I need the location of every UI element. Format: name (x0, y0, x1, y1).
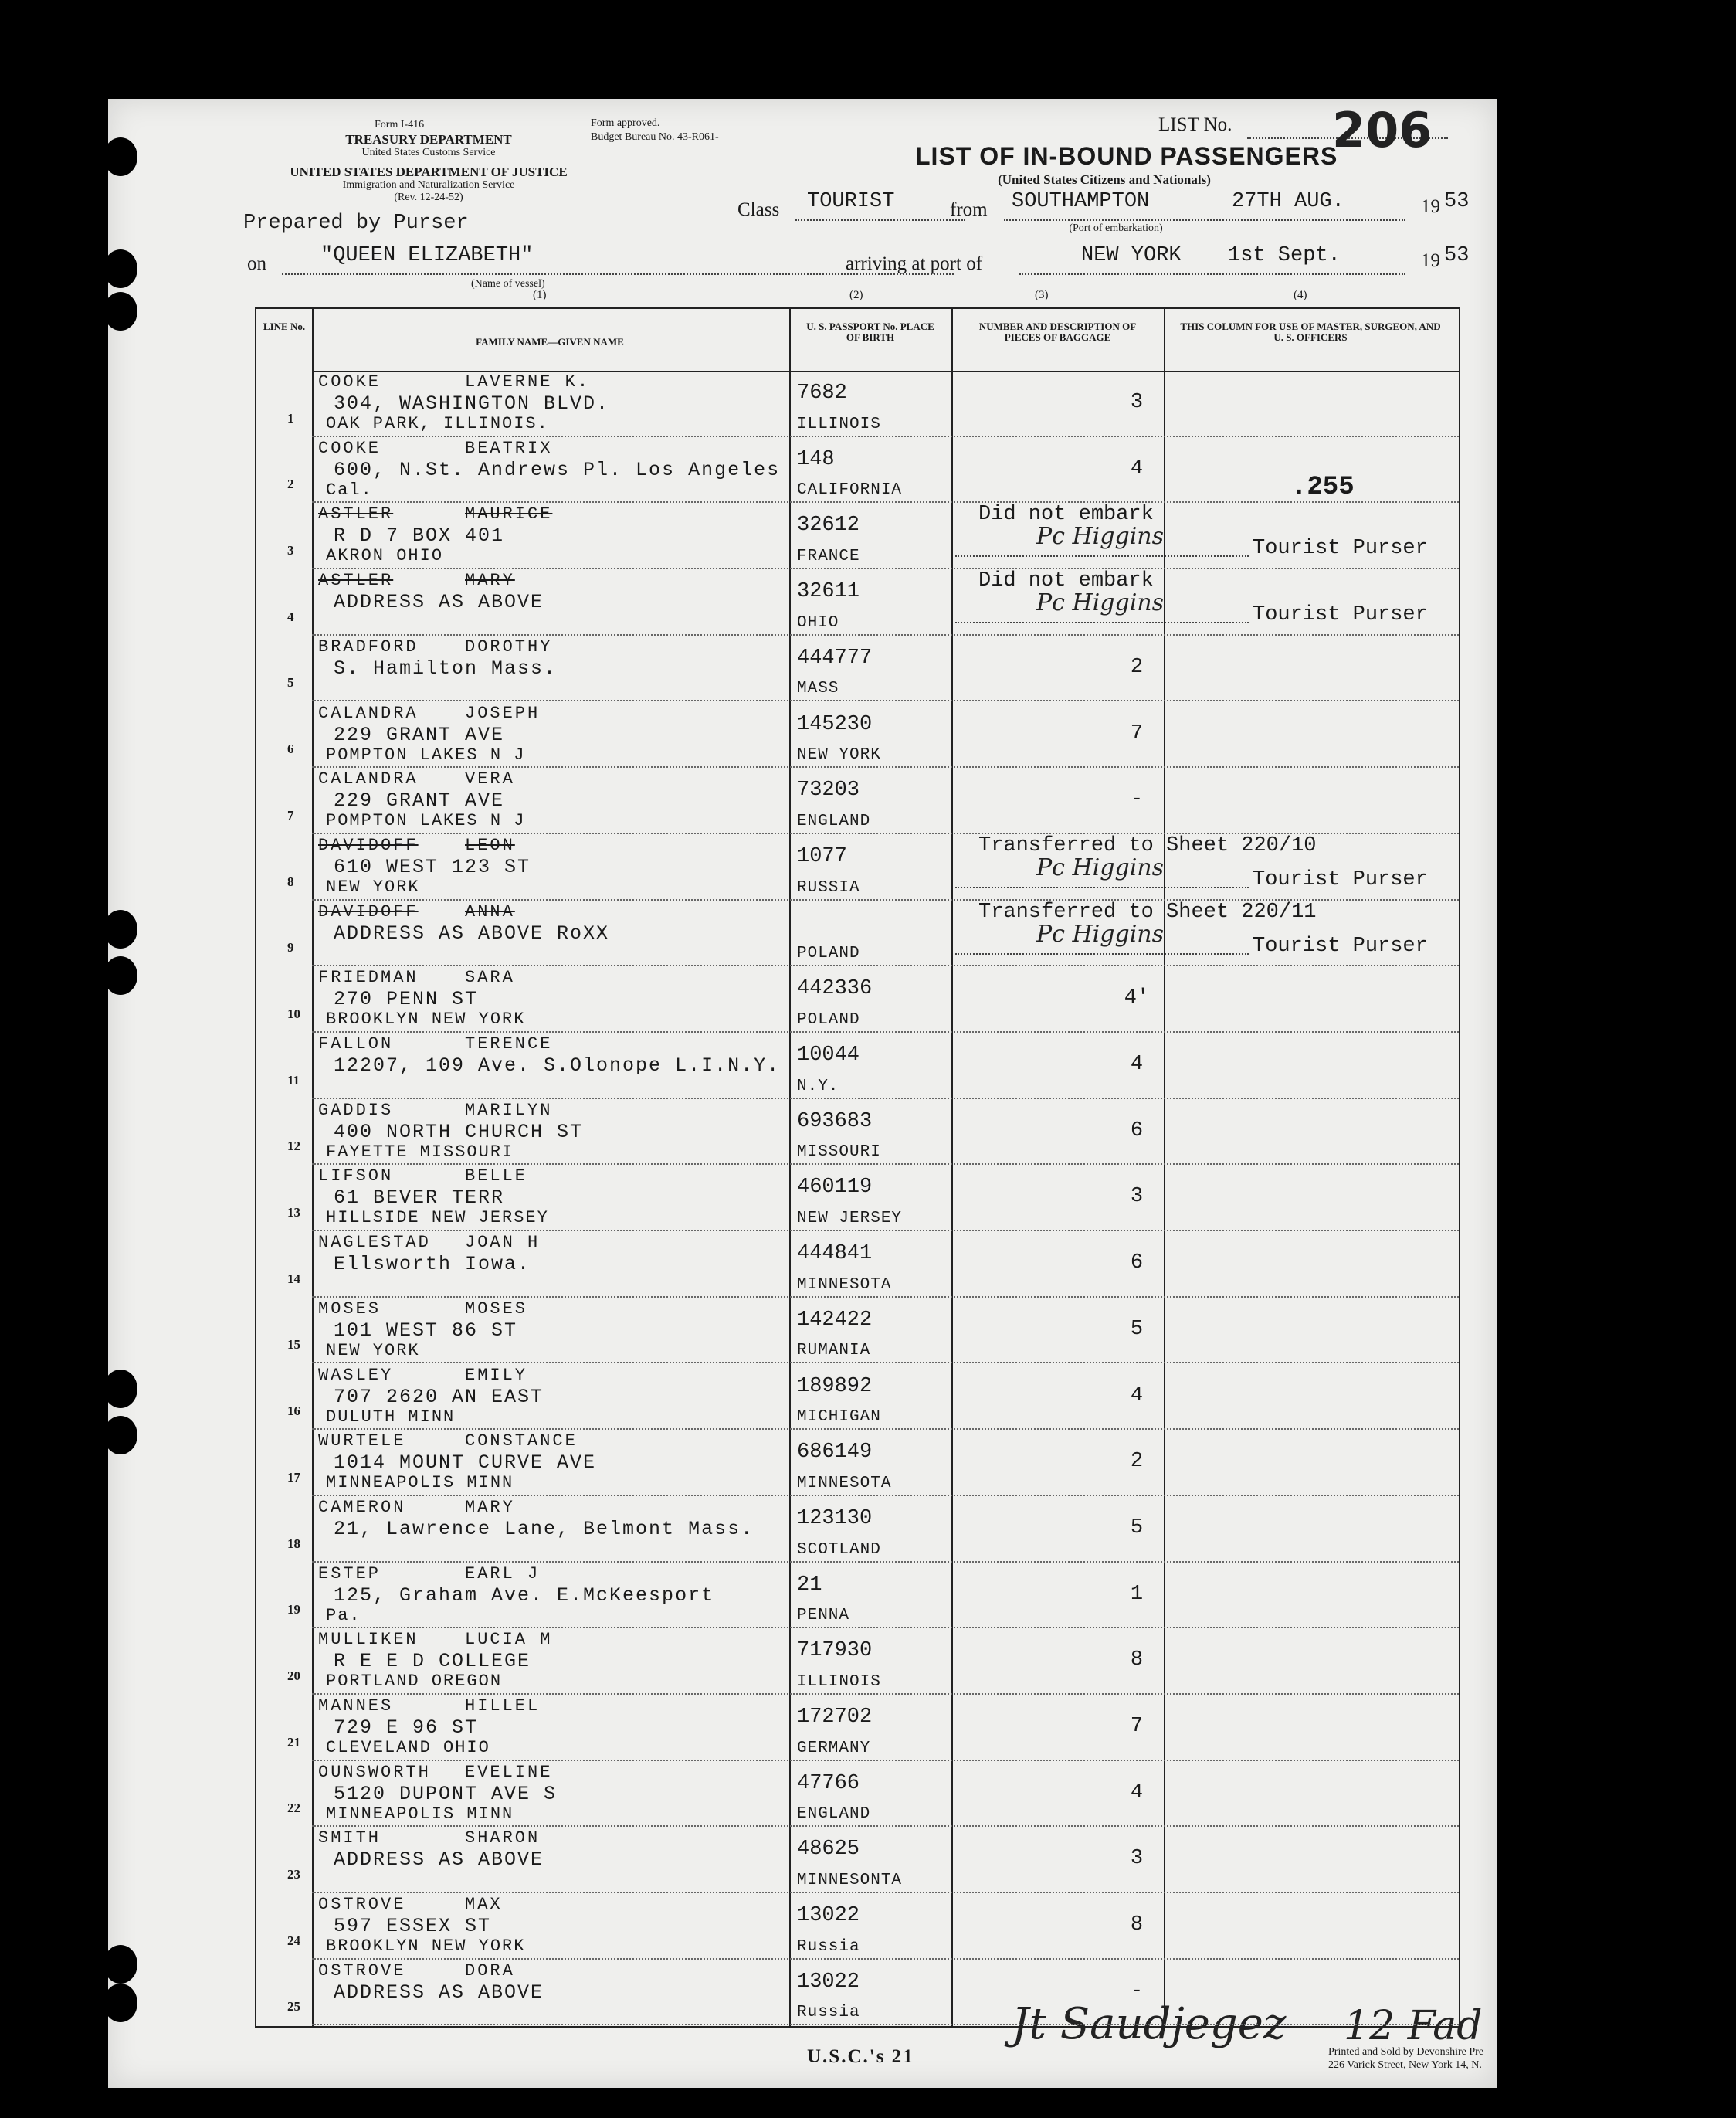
passport-number: 189892 (797, 1374, 873, 1398)
baggage-count: 4 (1130, 457, 1144, 480)
given-name: HILLEL (465, 1696, 541, 1716)
line-number: 10 (287, 1006, 300, 1021)
place-of-birth: NEW JERSEY (797, 1210, 903, 1228)
table-row (256, 1099, 1459, 1166)
place-of-birth: SCOTLAND (797, 1540, 881, 1559)
punch-hole (103, 249, 137, 288)
given-name: DORA (465, 1960, 515, 1981)
given-name: EARL J (465, 1563, 541, 1583)
family-name: CALANDRA (318, 703, 419, 723)
arrival-port: NEW YORK (1081, 244, 1182, 267)
address-line-1: ADDRESS AS ABOVE (334, 591, 544, 614)
officer-remark-title: Tourist Purser (1253, 867, 1428, 891)
passport-number: 693683 (797, 1109, 873, 1133)
passport-number: 717930 (797, 1639, 873, 1663)
address-line-1: 304, WASHINGTON BLVD. (334, 392, 610, 415)
address-line-2: AKRON OHIO (326, 546, 444, 566)
remark-dotted-line (955, 953, 1249, 955)
dept-justice-sub: Immigration and Naturalization Service (342, 179, 515, 191)
line-number: 7 (287, 807, 294, 823)
arriving-label: arriving at port of (846, 253, 983, 274)
passport-number: 148 (797, 447, 835, 471)
line-number: 24 (287, 1933, 300, 1948)
table-row (256, 1364, 1459, 1431)
given-name: TERENCE (465, 1034, 553, 1054)
passport-number: 460119 (797, 1176, 873, 1200)
passport-number: 10044 (797, 1044, 860, 1067)
table-row (256, 1628, 1459, 1695)
address-line-2: PORTLAND OREGON (326, 1672, 503, 1692)
line-number: 9 (287, 940, 294, 955)
given-name: ANNA (465, 901, 515, 922)
baggage-count: 3 (1130, 1185, 1144, 1209)
place-of-birth: MASS (797, 680, 839, 698)
passport-number: 48625 (797, 1838, 860, 1862)
family-name: ASTLER (318, 571, 394, 591)
footer-code: U.S.C.'s 21 (807, 2046, 914, 2067)
address-line-1: 101 WEST 86 ST (334, 1319, 518, 1342)
address-line-1: ADDRESS AS ABOVE RoXX (334, 922, 610, 945)
address-line-2: BROOKLYN NEW YORK (326, 1936, 526, 1957)
dept-treasury-sub: United States Customs Service (361, 147, 496, 158)
place-of-birth: RUSSIA (797, 878, 860, 897)
from-label: from (950, 199, 988, 220)
punch-hole (103, 1416, 137, 1454)
given-name: LEON (465, 835, 515, 855)
table-row (256, 1033, 1459, 1099)
family-name: NAGLESTAD (318, 1233, 431, 1253)
class-value: TOURIST (807, 190, 895, 213)
given-name: MARILYN (465, 1100, 553, 1120)
given-name: BEATRIX (465, 438, 553, 458)
place-of-birth: N.Y. (797, 1077, 839, 1095)
address-line-2: MINNEAPOLIS MINN (326, 1804, 514, 1824)
place-of-birth: GERMANY (797, 1739, 871, 1757)
address-line-1: 125, Graham Ave. E.McKeesport (334, 1583, 715, 1607)
family-name: FALLON (318, 1034, 394, 1054)
baggage-count: 7 (1130, 1715, 1144, 1738)
line-number: 23 (287, 1867, 300, 1882)
table-row (256, 1827, 1459, 1893)
line-number: 22 (287, 1801, 300, 1816)
family-name: FRIEDMAN (318, 968, 419, 988)
family-name: ESTEP (318, 1563, 381, 1583)
address-line-2: HILLSIDE NEW JERSEY (326, 1208, 549, 1228)
dept-treasury: TREASURY DEPARTMENT (345, 132, 512, 147)
family-name: LIFSON (318, 1166, 394, 1186)
line-number: 17 (287, 1469, 300, 1485)
address-line-1: Ellsworth Iowa. (334, 1253, 531, 1276)
baggage-count: 3 (1130, 1847, 1144, 1871)
table-row (256, 1960, 1459, 2026)
vessel-note: (Name of vessel) (471, 278, 545, 290)
officer-remark-title: Tourist Purser (1253, 537, 1428, 561)
table-row (256, 901, 1459, 967)
officer-remark-title: Tourist Purser (1253, 603, 1428, 627)
purser-signature: Pc Higgins (1036, 589, 1164, 617)
table-row (256, 1893, 1459, 1960)
family-name: MULLIKEN (318, 1630, 419, 1650)
baggage-count: 2 (1130, 655, 1144, 679)
officer-remark: Did not embark (978, 569, 1154, 593)
given-name: LUCIA M (465, 1630, 553, 1650)
line-number: 13 (287, 1205, 300, 1220)
officer-remark: Did not embark (978, 503, 1154, 527)
address-line-2: BROOKLYN NEW YORK (326, 1010, 526, 1030)
family-name: SMITH (318, 1828, 381, 1848)
col-name: FAMILY NAME—GIVEN NAME (476, 336, 624, 348)
given-name: MARY (465, 571, 515, 591)
place-of-birth: MINNESOTA (797, 1474, 892, 1492)
family-name: ASTLER (318, 504, 394, 524)
printer-line-1: Printed and Sold by Devonshire Pre (1328, 2046, 1484, 2058)
baggage-count: 4 (1130, 1780, 1144, 1804)
passport-number: 172702 (797, 1706, 873, 1729)
table-row (256, 702, 1459, 769)
line-number: 14 (287, 1271, 300, 1286)
family-name: WASLEY (318, 1365, 394, 1385)
col-passport: U. S. PASSPORT No. PLACE OF BIRTH (806, 321, 934, 343)
arrival-year-prefix: 19 (1421, 250, 1440, 271)
remark-dotted-line (955, 622, 1249, 623)
baggage-count: 4 (1130, 1053, 1144, 1076)
given-name: CONSTANCE (465, 1431, 578, 1451)
place-of-birth: Russia (797, 2004, 860, 2022)
passport-number: 32612 (797, 514, 860, 538)
remark-dotted-line (955, 555, 1249, 557)
line-number: 1 (287, 410, 294, 426)
address-line-1: 610 WEST 123 ST (334, 855, 531, 878)
page-title: LIST OF IN-BOUND PASSENGERS (915, 142, 1338, 170)
place-of-birth: ILLINOIS (797, 415, 881, 433)
line-number: 20 (287, 1668, 300, 1683)
address-line-2: FAYETTE MISSOURI (326, 1142, 514, 1162)
officer-signature: Jt Saudjegez (1012, 1999, 1287, 2049)
address-line-1: 229 GRANT AVE (334, 723, 505, 746)
passport-number: 142422 (797, 1308, 873, 1332)
arrival-year: 53 (1444, 244, 1470, 267)
place-of-birth: OHIO (797, 613, 839, 632)
passport-number: 444841 (797, 1242, 873, 1266)
address-line-1: R D 7 BOX 401 (334, 524, 505, 548)
table-row (256, 1298, 1459, 1364)
baggage-count: - (1130, 1979, 1144, 2003)
passport-number: 686149 (797, 1441, 873, 1465)
column-number-2: (2) (849, 289, 863, 301)
baggage-count: 8 (1130, 1913, 1144, 1937)
address-line-1: 229 GRANT AVE (334, 789, 505, 813)
place-of-birth: POLAND (797, 1010, 860, 1029)
table-row (256, 1165, 1459, 1231)
place-of-birth: PENNA (797, 1607, 850, 1625)
place-of-birth: FRANCE (797, 548, 860, 566)
given-name: MAURICE (465, 504, 553, 524)
baggage-count: 6 (1130, 1118, 1144, 1142)
place-of-birth: NEW YORK (797, 746, 881, 765)
page-subtitle: (United States Citizens and Nationals) (998, 172, 1211, 187)
address-line-2: POMPTON LAKES N J (326, 745, 526, 765)
prepared-by: Prepared by Purser (243, 212, 469, 235)
given-name: MAX (465, 1895, 503, 1915)
arrival-date: 1st Sept. (1228, 244, 1341, 267)
punch-hole (103, 1984, 137, 2022)
baggage-count: 3 (1130, 391, 1144, 414)
family-name: DAVIDOFF (318, 835, 419, 855)
class-label: Class (737, 199, 780, 220)
place-of-birth: MISSOURI (797, 1143, 881, 1162)
passenger-table (255, 307, 1460, 2028)
budget-bureau: Budget Bureau No. 43-R061- (591, 131, 719, 143)
on-label: on (247, 253, 266, 274)
col-officers: THIS COLUMN FOR USE OF MASTER, SURGEON, AND U. S. OFFICERS (1180, 321, 1441, 343)
passport-number: 13022 (797, 1904, 860, 1928)
address-line-1: 707 2620 AN EAST (334, 1385, 544, 1408)
given-name: EVELINE (465, 1762, 553, 1782)
table-row (256, 1231, 1459, 1298)
baggage-count: 7 (1130, 721, 1144, 745)
place-of-birth: MICHIGAN (797, 1408, 881, 1427)
column-number-4: (4) (1294, 289, 1307, 301)
col-line-no: LINE No. (263, 321, 306, 332)
punch-hole (103, 956, 137, 995)
line-number: 21 (287, 1734, 300, 1750)
line-number: 15 (287, 1337, 300, 1353)
address-line-1: ADDRESS AS ABOVE (334, 1981, 544, 2004)
passport-number: 444777 (797, 646, 873, 670)
place-of-birth: POLAND (797, 945, 860, 963)
given-name: LAVERNE K. (465, 372, 591, 392)
address-line-1: 5120 DUPONT AVE S (334, 1782, 558, 1805)
passport-number: 145230 (797, 712, 873, 736)
address-line-2: POMPTON LAKES N J (326, 811, 526, 831)
address-line-1: S. Hamilton Mass. (334, 657, 558, 680)
list-no-label: LIST No. (1158, 114, 1232, 135)
embark-year: 53 (1444, 190, 1470, 213)
baggage-count: 4' (1124, 986, 1150, 1010)
baggage-count: 6 (1130, 1251, 1144, 1275)
family-name: WURTELE (318, 1431, 406, 1451)
line-number: 12 (287, 1139, 300, 1154)
table-row (256, 966, 1459, 1033)
family-name: BRADFORD (318, 636, 419, 657)
place-of-birth: RUMANIA (797, 1342, 871, 1360)
punch-hole (103, 137, 137, 176)
form-approved: Form approved. (591, 117, 660, 129)
table-row (256, 1695, 1459, 1761)
embark-date: 27TH AUG. (1232, 190, 1344, 213)
family-name: MOSES (318, 1298, 381, 1319)
family-name: CALANDRA (318, 769, 419, 789)
purser-signature: Pc Higgins (1036, 523, 1164, 551)
table-row (256, 636, 1459, 702)
revision: (Rev. 12-24-52) (394, 192, 463, 203)
passport-number: 7682 (797, 382, 847, 405)
embark-year-prefix: 19 (1421, 196, 1440, 217)
address-line-1: 21, Lawrence Lane, Belmont Mass. (334, 1517, 754, 1540)
remark-dotted-line (955, 887, 1249, 888)
baggage-count: 4 (1130, 1383, 1144, 1407)
address-line-1: 12207, 109 Ave. S.Olonope L.I.N.Y. (334, 1054, 781, 1077)
punch-hole (103, 292, 137, 331)
passport-number: 47766 (797, 1771, 860, 1795)
baggage-count: 1 (1130, 1582, 1144, 1606)
line-number: 4 (287, 609, 294, 624)
vessel-name: "QUEEN ELIZABETH" (320, 244, 534, 267)
given-name: JOAN H (465, 1233, 541, 1253)
from-value: SOUTHAMPTON (1012, 190, 1150, 213)
table-row (256, 1563, 1459, 1629)
given-name: VERA (465, 769, 515, 789)
line-number: 18 (287, 1536, 300, 1551)
address-line-1: R E E D COLLEGE (334, 1650, 531, 1673)
passport-number: 13022 (797, 1970, 860, 1994)
address-line-2: NEW YORK (326, 1340, 420, 1360)
officer-remark: Transferred to Sheet 220/10 (978, 833, 1317, 857)
table-row (256, 371, 1459, 437)
table-row (256, 437, 1459, 504)
family-name: COOKE (318, 372, 381, 392)
table-row (256, 1496, 1459, 1563)
passport-number: 442336 (797, 977, 873, 1001)
address-line-2: Pa. (326, 1605, 361, 1625)
line-number: 3 (287, 543, 294, 558)
baggage-count: 5 (1130, 1317, 1144, 1341)
family-name: OSTROVE (318, 1960, 406, 1981)
line-number: 6 (287, 742, 294, 757)
baggage-count: 8 (1130, 1648, 1144, 1672)
table-row (256, 1761, 1459, 1828)
line-number: 5 (287, 675, 294, 691)
place-of-birth: ENGLAND (797, 1805, 871, 1824)
address-line-2: NEW YORK (326, 877, 420, 897)
purser-signature: Pc Higgins (1036, 920, 1164, 948)
given-name: DOROTHY (465, 636, 553, 657)
given-name: SHARON (465, 1828, 541, 1848)
place-of-birth: ILLINOIS (797, 1672, 881, 1691)
place-of-birth: MINNESONTA (797, 1872, 903, 1890)
given-name: BELLE (465, 1166, 528, 1186)
place-of-birth: CALIFORNIA (797, 481, 903, 500)
line-number: 11 (287, 1072, 300, 1088)
baggage-count: 2 (1130, 1450, 1144, 1474)
passport-number: 21 (797, 1573, 822, 1597)
address-line-2: MINNEAPOLIS MINN (326, 1473, 514, 1493)
col-baggage: NUMBER AND DESCRIPTION OF PIECES OF BAGGAGE (978, 321, 1137, 343)
passport-number: 32611 (797, 580, 860, 604)
table-row (256, 503, 1459, 569)
dept-justice: UNITED STATES DEPARTMENT OF JUSTICE (290, 165, 568, 179)
line-number: 19 (287, 1602, 300, 1617)
port-of-embarkation-note: (Port of embarkation) (1069, 222, 1163, 234)
table-row (256, 834, 1459, 901)
officer-signature-mark: 12 Fad (1344, 2003, 1483, 2049)
address-line-2: OAK PARK, ILLINOIS. (326, 414, 549, 433)
table-row (256, 569, 1459, 636)
place-of-birth: ENGLAND (797, 812, 871, 830)
address-line-1: 600, N.St. Andrews Pl. Los Angeles (334, 458, 781, 481)
address-line-2: CLEVELAND OHIO (326, 1738, 490, 1757)
address-line-2: DULUTH MINN (326, 1407, 456, 1427)
passport-number: 123130 (797, 1506, 873, 1530)
given-name: MOSES (465, 1298, 528, 1319)
address-line-1: 1014 MOUNT CURVE AVE (334, 1451, 597, 1475)
family-name: OUNSWORTH (318, 1762, 431, 1782)
given-name: SARA (465, 968, 515, 988)
family-name: DAVIDOFF (318, 901, 419, 922)
punch-hole (103, 1370, 137, 1408)
table-row (256, 1430, 1459, 1496)
address-line-1: 400 NORTH CHURCH ST (334, 1120, 584, 1143)
passport-number: 73203 (797, 779, 860, 803)
officer-remark: .255 (1291, 472, 1355, 502)
family-name: GADDIS (318, 1100, 394, 1120)
address-line-2: Cal. (326, 480, 373, 500)
line-number: 16 (287, 1404, 300, 1419)
punch-hole (103, 1945, 137, 1984)
officer-remark-title: Tourist Purser (1253, 934, 1428, 958)
place-of-birth: MINNESOTA (797, 1275, 892, 1294)
given-name: MARY (465, 1497, 515, 1517)
family-name: CAMERON (318, 1497, 406, 1517)
address-line-1: 61 BEVER TERR (334, 1186, 505, 1210)
family-name: COOKE (318, 438, 381, 458)
family-name: MANNES (318, 1696, 394, 1716)
place-of-birth: Russia (797, 1937, 860, 1956)
family-name: OSTROVE (318, 1895, 406, 1915)
baggage-count: 5 (1130, 1516, 1144, 1539)
purser-signature: Pc Higgins (1036, 854, 1164, 881)
line-number: 2 (287, 477, 294, 492)
passport-number: 1077 (797, 844, 847, 868)
line-number: 25 (287, 1999, 300, 2014)
form-number: Form I-416 (375, 119, 425, 131)
list-number: 206 (1332, 102, 1433, 158)
table-row (256, 768, 1459, 834)
line-number: 8 (287, 874, 294, 889)
given-name: JOSEPH (465, 703, 541, 723)
address-line-1: 729 E 96 ST (334, 1716, 479, 1739)
punch-hole (103, 910, 137, 949)
baggage-count: - (1130, 788, 1144, 812)
given-name: EMILY (465, 1365, 528, 1385)
column-number-3: (3) (1035, 289, 1049, 301)
column-number-1: (1) (533, 289, 547, 301)
printer-line-2: 226 Varick Street, New York 14, N. (1328, 2059, 1482, 2071)
address-line-1: 270 PENN ST (334, 988, 479, 1011)
address-line-1: ADDRESS AS ABOVE (334, 1848, 544, 1872)
address-line-1: 597 ESSEX ST (334, 1915, 492, 1938)
officer-remark: Transferred to Sheet 220/11 (978, 900, 1317, 924)
